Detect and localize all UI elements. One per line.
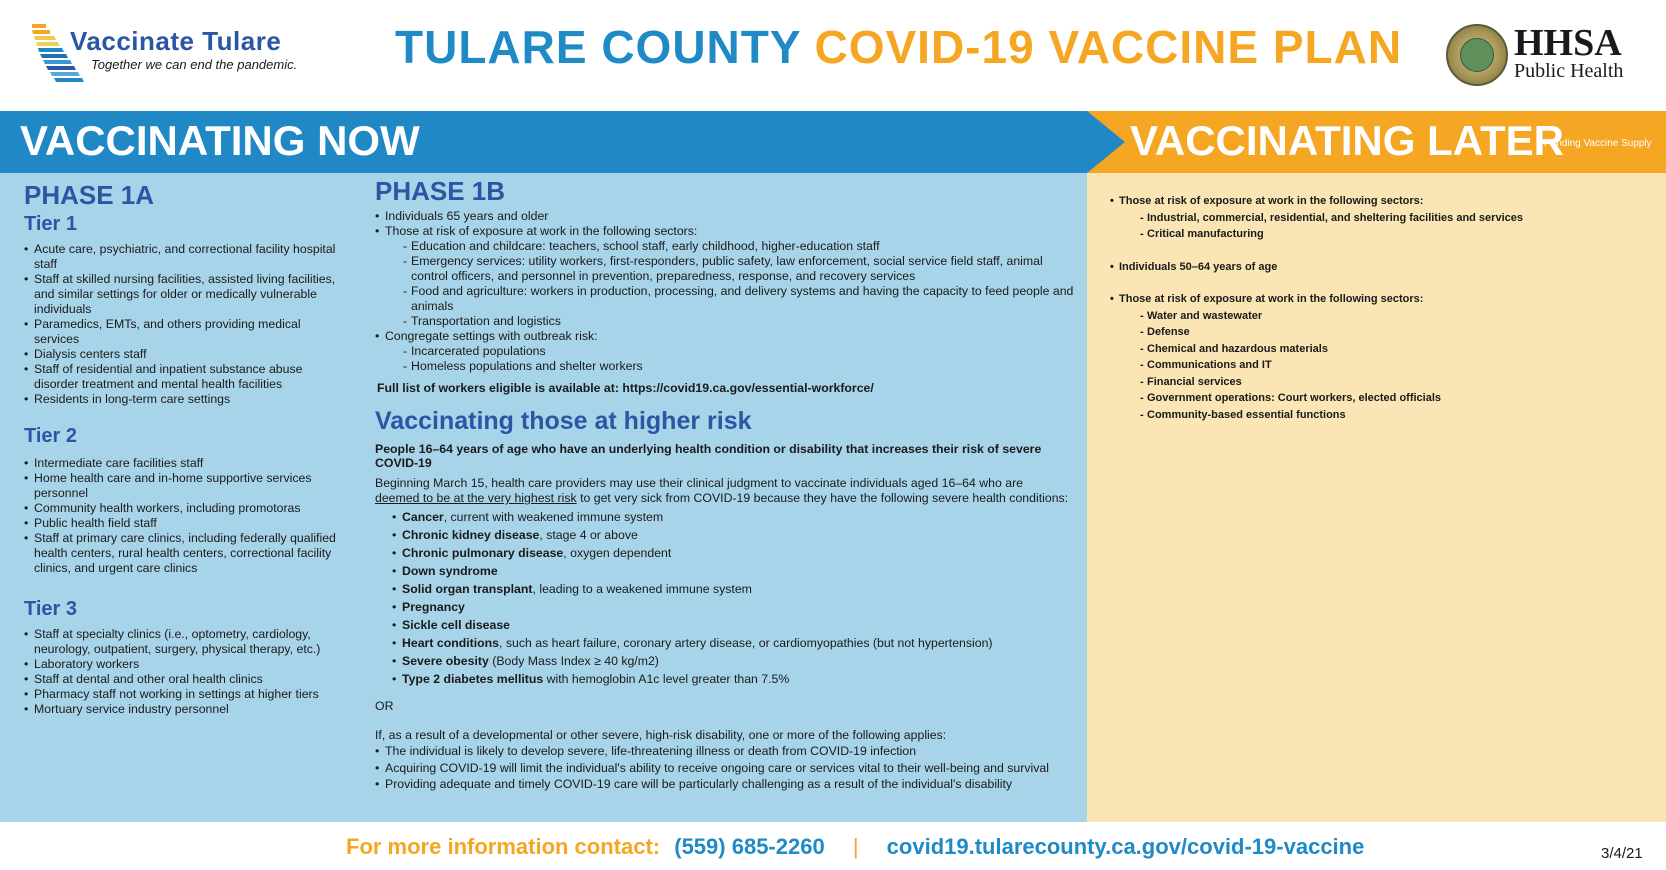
list-item: - Government operations: Court workers, elected officials [1140, 390, 1650, 407]
list-item: - Emergency services: utility workers, first-responders, public safety, law enforcement, social service field staff, animal control officers, and personnel in prevention, preparedness, response, and recovery services [403, 254, 1080, 284]
list-item: - Water and wastewater [1140, 308, 1650, 325]
disability-intro: If, as a result of a developmental or other severe, high-risk disability, one or more of the following applies: [375, 728, 947, 742]
list-item: • Chronic kidney disease, stage 4 or above [392, 526, 1080, 544]
list-item: - Industrial, commercial, residential, and sheltering facilities and services [1140, 210, 1650, 227]
tier-2-list [24, 456, 346, 576]
list-item: • Congregate settings with outbreak risk: [375, 329, 1080, 344]
phase-1b-column [375, 176, 1080, 793]
page-title [395, 20, 1402, 74]
contact-url-link[interactable]: covid19.tularecounty.ca.gov/covid-19-vaccine [886, 834, 1365, 859]
list-item: - Homeless populations and shelter workers [403, 359, 1080, 374]
phase-1b-sectors [375, 239, 1080, 329]
vaccinating-now-title: VACCINATING NOW [20, 117, 420, 164]
conditions-list [375, 508, 1080, 688]
list-item: - Communications and IT [1140, 357, 1650, 374]
document-date: 3/4/21 [1601, 845, 1643, 862]
contact-line [346, 834, 1364, 860]
higher-risk-paragraph [375, 476, 1080, 506]
later-group-3 [1110, 291, 1650, 308]
list-item: • Home health care and in-home supportive services personnel [24, 471, 346, 501]
list-item: • Public health field staff [24, 516, 346, 531]
list-item: • Those at risk of exposure at work in the following sectors: [1110, 193, 1650, 210]
congregate-list [375, 344, 1080, 374]
list-item: • Providing adequate and timely COVID-19 care will be particularly challenging as a result of the individual's disability [375, 776, 1080, 793]
logo-title: Vaccinate Tulare [70, 26, 282, 56]
contact-phone[interactable]: (559) 685-2260 [674, 834, 825, 859]
list-item: - Incarcerated populations [403, 344, 1080, 359]
org-name: HHSA [1514, 22, 1622, 64]
org-sub: Public Health [1514, 60, 1624, 82]
county-seal-icon [1446, 24, 1508, 86]
list-item: • Staff at primary care clinics, including federally qualified health centers, rural health centers, correctional facility clinics, and urgent care clinics [24, 531, 346, 576]
list-item: • Staff at specialty clinics (i.e., optometry, cardiology, neurology, outpatient, surgery, physical therapy, etc.) [24, 627, 346, 657]
list-item: • Those at risk of exposure at work in the following sectors: [375, 224, 1080, 239]
list-item: • Laboratory workers [24, 657, 346, 672]
list-item: • Down syndrome [392, 562, 1080, 580]
title-part1: TULARE COUNTY [395, 21, 801, 73]
full-list-link-text: Full list of workers eligible is available at: https://covid19.ca.gov/essential-workforce/ [377, 381, 874, 395]
list-item: - Critical manufacturing [1140, 226, 1650, 243]
list-item: • Paramedics, EMTs, and others providing medical services [24, 317, 346, 347]
phase-1a-title: PHASE 1A [24, 180, 155, 210]
logo-tagline: Together we can end the pandemic. [91, 57, 298, 72]
later-group-1-items [1110, 210, 1650, 243]
list-item: • Pregnancy [392, 598, 1080, 616]
list-item: • Community health workers, including promotoras [24, 501, 346, 516]
list-item: • Mortuary service industry personnel [24, 702, 346, 717]
list-item: - Education and childcare: teachers, school staff, early childhood, higher-education staff [403, 239, 1080, 254]
phase-1a-column [24, 180, 346, 717]
vaccinating-later-column [1110, 193, 1650, 423]
later-group-2 [1110, 259, 1650, 276]
list-item: • Staff of residential and inpatient substance abuse disorder treatment and mental health facilities [24, 362, 346, 392]
list-item: • Cancer, current with weakened immune system [392, 508, 1080, 526]
band-arrow [1087, 111, 1125, 173]
vaccinate-tulare-logo [28, 22, 348, 94]
list-item: - Defense [1140, 324, 1650, 341]
later-group-1 [1110, 193, 1650, 210]
paragraph-underline: deemed to be at the very highest risk [375, 491, 577, 505]
list-item: • Heart conditions, such as heart failure, coronary artery disease, or cardiomyopathies (but not hypertension) [392, 634, 1080, 652]
tier-3-title: Tier 3 [24, 598, 77, 620]
list-item: - Community-based essential functions [1140, 407, 1650, 424]
contact-separator: | [852, 834, 859, 859]
later-group-3-items [1110, 308, 1650, 424]
paragraph-end: to get very sick from COVID-19 because they have the following severe health conditions: [576, 491, 1069, 505]
list-item: • Staff at dental and other oral health clinics [24, 672, 346, 687]
contact-label: For more information contact: [346, 834, 661, 859]
title-part2: COVID-19 VACCINE PLAN [814, 21, 1403, 73]
list-item: • Residents in long-term care settings [24, 392, 346, 407]
list-item: • Pharmacy staff not working in settings at higher tiers [24, 687, 346, 702]
list-item: • Individuals 50–64 years of age [1110, 259, 1650, 276]
list-item: • Staff at skilled nursing facilities, assisted living facilities, and similar settings for older or medically vulnerable individuals [24, 272, 346, 317]
header [0, 0, 1666, 111]
phase-1b-list-2 [375, 329, 1080, 344]
vaccinating-later-subtitle: Pending Vaccine Supply [1544, 138, 1652, 149]
higher-risk-title: Vaccinating those at higher risk [375, 407, 752, 435]
list-item: - Financial services [1140, 374, 1650, 391]
list-item: • Individuals 65 years and older [375, 209, 1080, 224]
or-text: OR [375, 699, 394, 713]
list-item: • Those at risk of exposure at work in the following sectors: [1110, 291, 1650, 308]
list-item: • The individual is likely to develop severe, life-threatening illness or death from COVID-19 infection [375, 743, 1080, 760]
list-item: • Severe obesity (Body Mass Index ≥ 40 kg/m2) [392, 652, 1080, 670]
phase-1b-list [375, 209, 1080, 239]
list-item: - Chemical and hazardous materials [1140, 341, 1650, 358]
tier-2-title: Tier 2 [24, 425, 77, 447]
list-item: • Solid organ transplant, leading to a weakened immune system [392, 580, 1080, 598]
list-item: • Dialysis centers staff [24, 347, 346, 362]
higher-risk-intro: People 16–64 years of age who have an underlying health condition or disability that increases their risk of severe COVID-19 [375, 442, 1042, 470]
tier-1-list [24, 242, 346, 407]
list-item: • Acquiring COVID-19 will limit the individual's ability to receive ongoing care or services vital to their well-being and survival [375, 760, 1080, 777]
list-item: • Type 2 diabetes mellitus with hemoglobin A1c level greater than 7.5% [392, 670, 1080, 688]
phase-1b-title: PHASE 1B [375, 176, 506, 206]
paragraph-start: Beginning March 15, health care providers may use their clinical judgment to vaccinate individuals aged 16–64 who are [375, 476, 1024, 490]
list-item: • Chronic pulmonary disease, oxygen dependent [392, 544, 1080, 562]
tier-3-list [24, 627, 346, 717]
list-item: - Transportation and logistics [403, 314, 1080, 329]
disability-list [375, 743, 1080, 793]
vaccinating-later-title: VACCINATING LATER [1130, 117, 1564, 164]
list-item: • Intermediate care facilities staff [24, 456, 346, 471]
tier-1-title: Tier 1 [24, 213, 77, 235]
list-item: - Food and agriculture: workers in production, processing, and delivery systems and having the capacity to feed people and animals [403, 284, 1080, 314]
list-item: • Sickle cell disease [392, 616, 1080, 634]
list-item: • Acute care, psychiatric, and correctional facility hospital staff [24, 242, 346, 272]
